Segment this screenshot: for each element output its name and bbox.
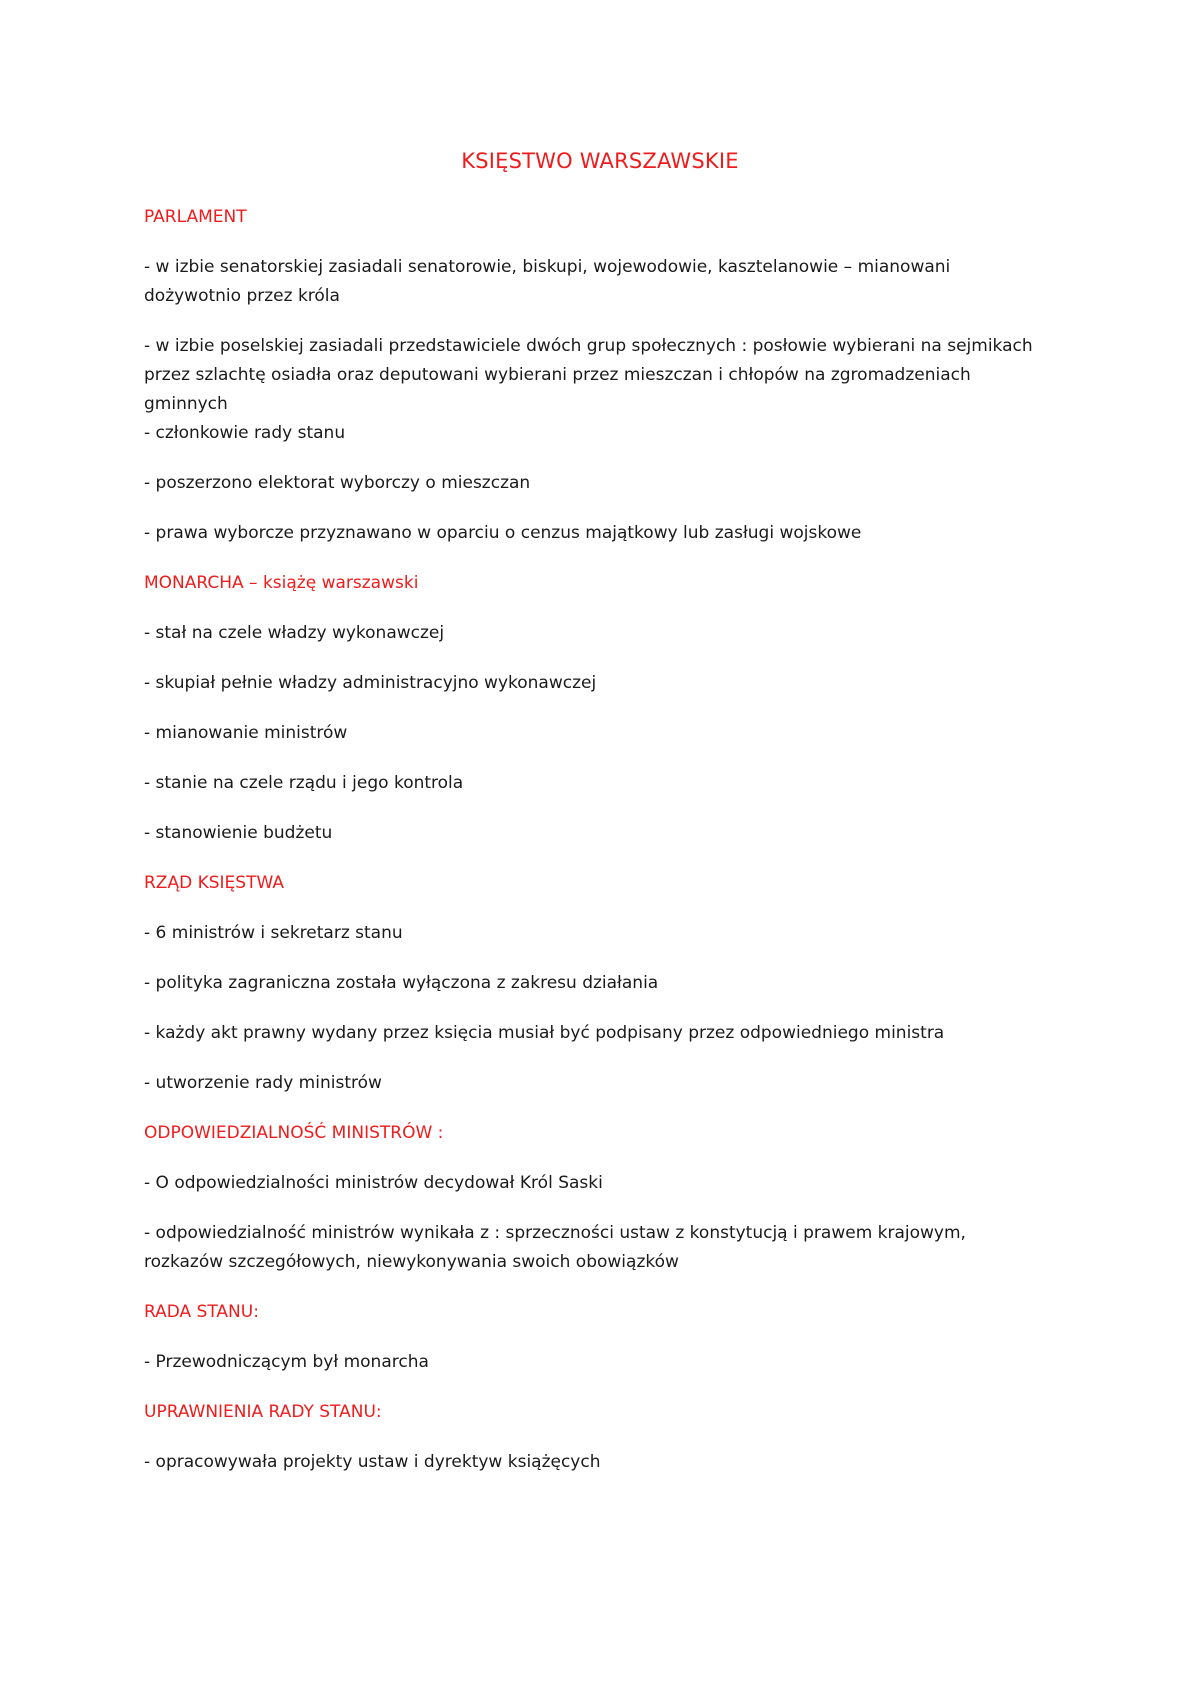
paragraph: - mianowanie ministrów xyxy=(144,723,348,743)
paragraph: - utworzenie rady ministrów xyxy=(144,1073,382,1093)
paragraph: - każdy akt prawny wydany przez księcia musiał być podpisany przez odpowiedniego ministra xyxy=(144,1023,945,1043)
section-heading-rada-stanu: RADA STANU: xyxy=(144,1302,259,1322)
paragraph: - stanie na czele rządu i jego kontrola xyxy=(144,773,464,793)
section-heading-odpowiedzialnosc: ODPOWIEDZIALNOŚĆ MINISTRÓW : xyxy=(144,1123,444,1143)
paragraph: - skupiał pełnie władzy administracyjno wykonawczej xyxy=(144,673,597,693)
paragraph: - 6 ministrów i sekretarz stanu xyxy=(144,923,403,943)
paragraph: - poszerzono elektorat wyborczy o mieszczan xyxy=(144,473,531,493)
paragraph: - stał na czele władzy wykonawczej xyxy=(144,623,445,643)
paragraph: - opracowywała projekty ustaw i dyrektyw książęcych xyxy=(144,1452,601,1472)
document-title: KSIĘSTWO WARSZAWSKIE xyxy=(461,149,739,173)
paragraph: - w izbie senatorskiej zasiadali senatorowie, biskupi, wojewodowie, kasztelanowie – mianowani dożywotnio przez króla xyxy=(144,257,951,306)
paragraph: - w izbie poselskiej zasiadali przedstawiciele dwóch grup społecznych : posłowie wybierani na sejmikach przez szlachtę osiadła oraz deputowani wybierani przez mieszczan i chłopów na zgromadzeniach gminnych xyxy=(144,336,1033,414)
section-heading-uprawnienia: UPRAWNIENIA RADY STANU: xyxy=(144,1402,382,1422)
paragraph: - prawa wyborcze przyznawano w oparciu o cenzus majątkowy lub zasługi wojskowe xyxy=(144,523,862,543)
paragraph: - O odpowiedzialności ministrów decydował Król Saski xyxy=(144,1173,603,1193)
paragraph: - Przewodniczącym był monarcha xyxy=(144,1352,429,1372)
document-body xyxy=(144,203,1044,1477)
section-heading-rzad: RZĄD KSIĘSTWA xyxy=(144,873,284,893)
section-heading-monarcha: MONARCHA – książę warszawski xyxy=(144,573,419,593)
paragraph: - polityka zagraniczna została wyłączona z zakresu działania xyxy=(144,973,659,993)
paragraph: - stanowienie budżetu xyxy=(144,823,333,843)
paragraph: - członkowie rady stanu xyxy=(144,423,346,443)
section-heading-parlament: PARLAMENT xyxy=(144,207,247,227)
paragraph: - odpowiedzialność ministrów wynikała z : sprzeczności ustaw z konstytucją i prawem krajowym, rozkazów szczegółowych, niewykonywania swoich obowiązków xyxy=(144,1223,966,1272)
